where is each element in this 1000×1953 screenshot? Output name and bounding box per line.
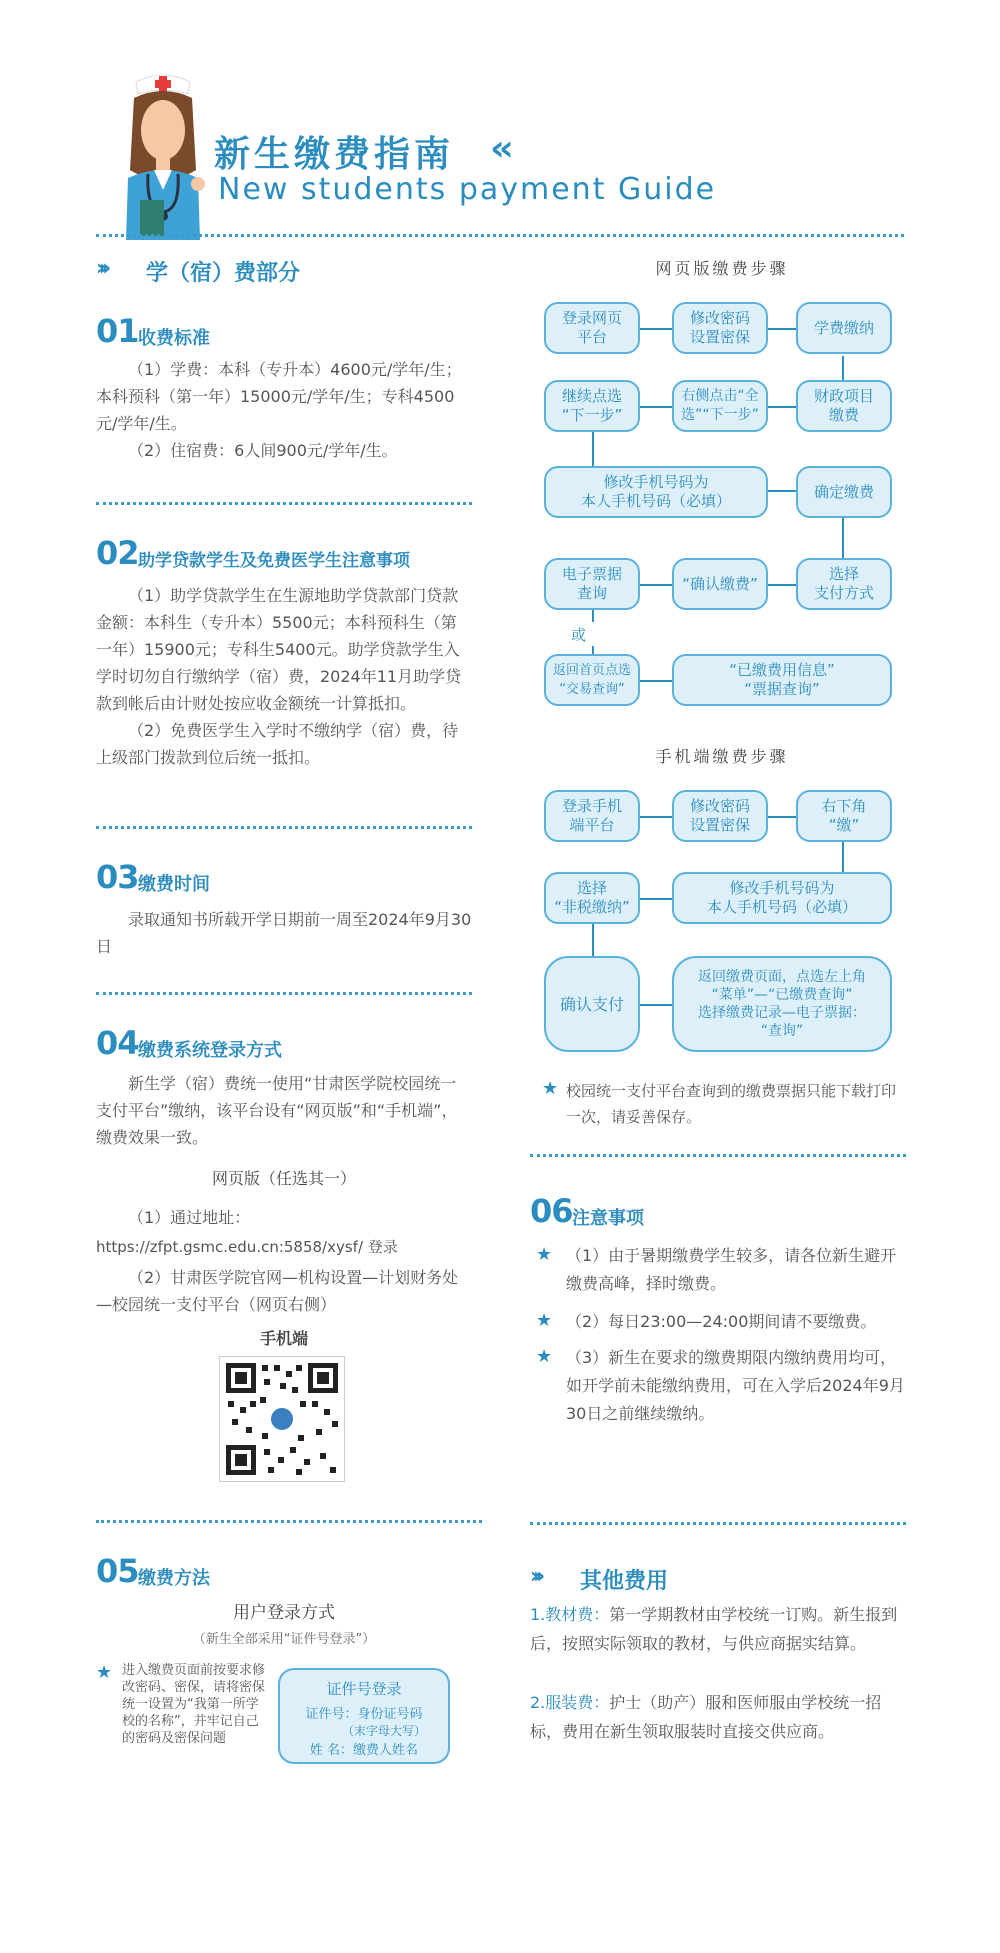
- receipt-note: 校园统一支付平台查询到的缴费票据只能下载打印一次，请妥善保存。: [566, 1082, 897, 1126]
- web-address-label: （1）通过地址：: [128, 1208, 251, 1227]
- login-instructions: 进入缴费页面前按要求修改密码、密保，请将密保统一设置为“我第一所学校的名称”，并牢记自己的密码及密保问题: [122, 1663, 266, 1746]
- section-title: 助学贷款学生及免费医学生注意事项: [138, 551, 410, 571]
- web-step-tuition: 学费缴纳: [796, 302, 892, 354]
- section-number: 03: [96, 858, 139, 896]
- divider: [96, 826, 472, 829]
- section-chevron-icon: ›››: [530, 1564, 540, 1589]
- connector: [592, 924, 594, 956]
- uniform-text: 护士（助产）服和医师服由学校统一招标，费用在新生领取服装时直接交供应商。: [530, 1693, 882, 1741]
- divider: [530, 1154, 906, 1157]
- login-subtitle: 用户登录方式: [233, 1603, 335, 1623]
- section-title: 注意事项: [572, 1208, 644, 1229]
- page-subtitle: New students payment Guide: [218, 172, 717, 207]
- mobile-step-change-password: 修改密码 设置密保: [672, 790, 768, 842]
- web-step-payment-method: 选择 支付方式: [796, 558, 892, 610]
- fee-standard-text: （1）学费：本科（专升本）4600元/学年/生；本科预科（第一年）15000元/学年/生；专科4500元/学年/生。 （2）住宿费：6人间900元/学年/生。: [96, 360, 462, 460]
- notice-2: （2）每日23:00—24:00期间请不要缴费。: [566, 1312, 877, 1331]
- mobile-label: 手机端: [259, 1329, 308, 1348]
- web-version-label: 网页版（任选其一）: [211, 1169, 356, 1188]
- connector: [766, 490, 798, 492]
- official-site-path: （2）甘肃医学院官网—机构设置—计划财务处—校园统一支付平台（网页右侧）: [96, 1268, 459, 1314]
- web-step-confirm-pay: “确认缴费”: [672, 558, 768, 610]
- divider: [96, 992, 472, 995]
- connector: [640, 816, 672, 818]
- mobile-step-confirm-pay: 确认支付: [544, 956, 640, 1052]
- page-title: 新生缴费指南: [214, 134, 455, 175]
- connector: [640, 1004, 672, 1006]
- connector: [766, 584, 798, 586]
- connector: [640, 898, 672, 900]
- section-chevron-icon: ›››: [96, 256, 106, 281]
- star-icon: ★: [96, 1662, 113, 1683]
- other-fee-uniform: [530, 1688, 910, 1746]
- id-login-name: 姓 名：缴费人姓名: [309, 1743, 419, 1758]
- connector: [766, 406, 798, 408]
- star-icon: ★: [542, 1078, 559, 1099]
- web-flow-title: 网页版缴费步骤: [655, 259, 789, 278]
- divider: [96, 1520, 482, 1523]
- id-login-id: 证件号：身份证号码: [305, 1707, 423, 1722]
- mobile-step-return: 返回缴费页面，点选左上角 “菜单”—“已缴费查询” 选择缴费记录—电子票据： “查询”: [672, 956, 892, 1052]
- title-chevron-icon: ‹‹: [490, 128, 508, 169]
- divider: [530, 1522, 906, 1525]
- connector: [592, 646, 594, 654]
- login-note: （新生全部采用“证件号登录”）: [192, 1632, 376, 1647]
- section-title: 缴费时间: [138, 874, 210, 895]
- notice-1: （1）由于暑期缴费学生较多，请各位新生避开缴费高峰，择时缴费。: [566, 1246, 897, 1293]
- nurse-avatar: [118, 70, 208, 240]
- connector: [766, 328, 798, 330]
- mobile-step-non-tax: 选择 “非税缴纳”: [544, 872, 640, 924]
- qr-code-icon[interactable]: [219, 1356, 345, 1482]
- login-method-text: 新生学（宿）费统一使用“甘肃医学院校园统一支付平台”缴纳，该平台设有“网页版”和“手机端”，缴费效果一致。: [96, 1074, 458, 1147]
- section-title: 缴费方法: [138, 1568, 210, 1589]
- web-step-next: 继续点选 “下一步”: [544, 380, 640, 432]
- mobile-flow-title: 手机端缴费步骤: [655, 747, 789, 766]
- web-step-select-all: 右侧点击“全 选”“下一步”: [672, 380, 768, 432]
- id-login-title: 证件号登录: [326, 1680, 402, 1698]
- section-heading: 学（宿）费部分: [146, 261, 301, 286]
- textbook-label: 1.教材费：: [530, 1605, 610, 1624]
- web-step-return-home: 返回首页点选 “交易查询”: [544, 654, 640, 706]
- id-login-card: [278, 1668, 450, 1764]
- section-number: 02: [96, 534, 139, 572]
- divider: [96, 502, 472, 505]
- web-step-login: 登录网页 平台: [544, 302, 640, 354]
- mobile-step-bottom-right: 右下角 “缴”: [796, 790, 892, 842]
- section-title: 收费标准: [138, 328, 210, 349]
- star-icon: ★: [536, 1244, 553, 1265]
- section-number: 05: [96, 1552, 139, 1590]
- connector: [842, 516, 844, 558]
- loan-notes-text: （1）助学贷款学生在生源地助学贷款部门贷款金额：本科生（专升本）5500元；本科预科生（第一年）15900元；专科生5400元。助学贷款学生入学时切勿自行缴纳学（宿）费，2024年11月助学贷款到帐后由计财处按应收金额统一计算抵扣。 （2）免费医学生入学时不缴纳学（宿）费，待上级部门拨款到位后统一抵扣。: [96, 586, 462, 767]
- payment-url[interactable]: https://zfpt.gsmc.edu.cn:5858/xysf/ 登录: [96, 1238, 398, 1256]
- web-step-finance-item: 财政项目 缴费: [796, 380, 892, 432]
- notice-3: （3）新生在要求的缴费期限内缴纳费用均可，如开学前未能缴纳费用，可在入学后2024年9月30日之前继续缴纳。: [566, 1348, 905, 1423]
- connector: [640, 680, 672, 682]
- connector: [592, 610, 594, 622]
- or-label: 或: [571, 626, 587, 644]
- web-step-e-receipt: 电子票据 查询: [544, 558, 640, 610]
- connector: [640, 328, 672, 330]
- uniform-label: 2.服装费：: [530, 1693, 610, 1712]
- section-number: 06: [530, 1192, 573, 1230]
- textbook-text: 第一学期教材由学校统一订购。新生报到后，按照实际领取的教材，与供应商据实结算。: [530, 1605, 898, 1653]
- web-step-confirm-fee: 确定缴费: [796, 466, 892, 518]
- other-fees-heading: 其他费用: [580, 1569, 669, 1594]
- web-step-change-phone: 修改手机号码为 本人手机号码（必填）: [544, 466, 768, 518]
- section-number: 04: [96, 1024, 139, 1062]
- mobile-step-login: 登录手机 端平台: [544, 790, 640, 842]
- web-step-change-password: 修改密码 设置密保: [672, 302, 768, 354]
- id-login-id-note: （末字母大写）: [341, 1724, 426, 1738]
- connector: [842, 356, 844, 380]
- star-icon: ★: [536, 1310, 553, 1331]
- connector: [766, 816, 798, 818]
- header-divider: [96, 234, 904, 237]
- star-icon: ★: [536, 1346, 553, 1367]
- section-title: 缴费系统登录方式: [138, 1040, 282, 1061]
- section-number: 01: [96, 312, 139, 350]
- web-step-paid-info: “已缴费用信息” “票据查询”: [672, 654, 892, 706]
- connector: [640, 584, 672, 586]
- other-fee-textbook: [530, 1600, 910, 1658]
- payment-time-text: 录取通知书所载开学日期前一周至2024年9月30日: [96, 910, 472, 956]
- connector: [592, 432, 594, 468]
- connector: [640, 406, 672, 408]
- connector: [842, 842, 844, 874]
- mobile-step-change-phone: 修改手机号码为 本人手机号码（必填）: [672, 872, 892, 924]
